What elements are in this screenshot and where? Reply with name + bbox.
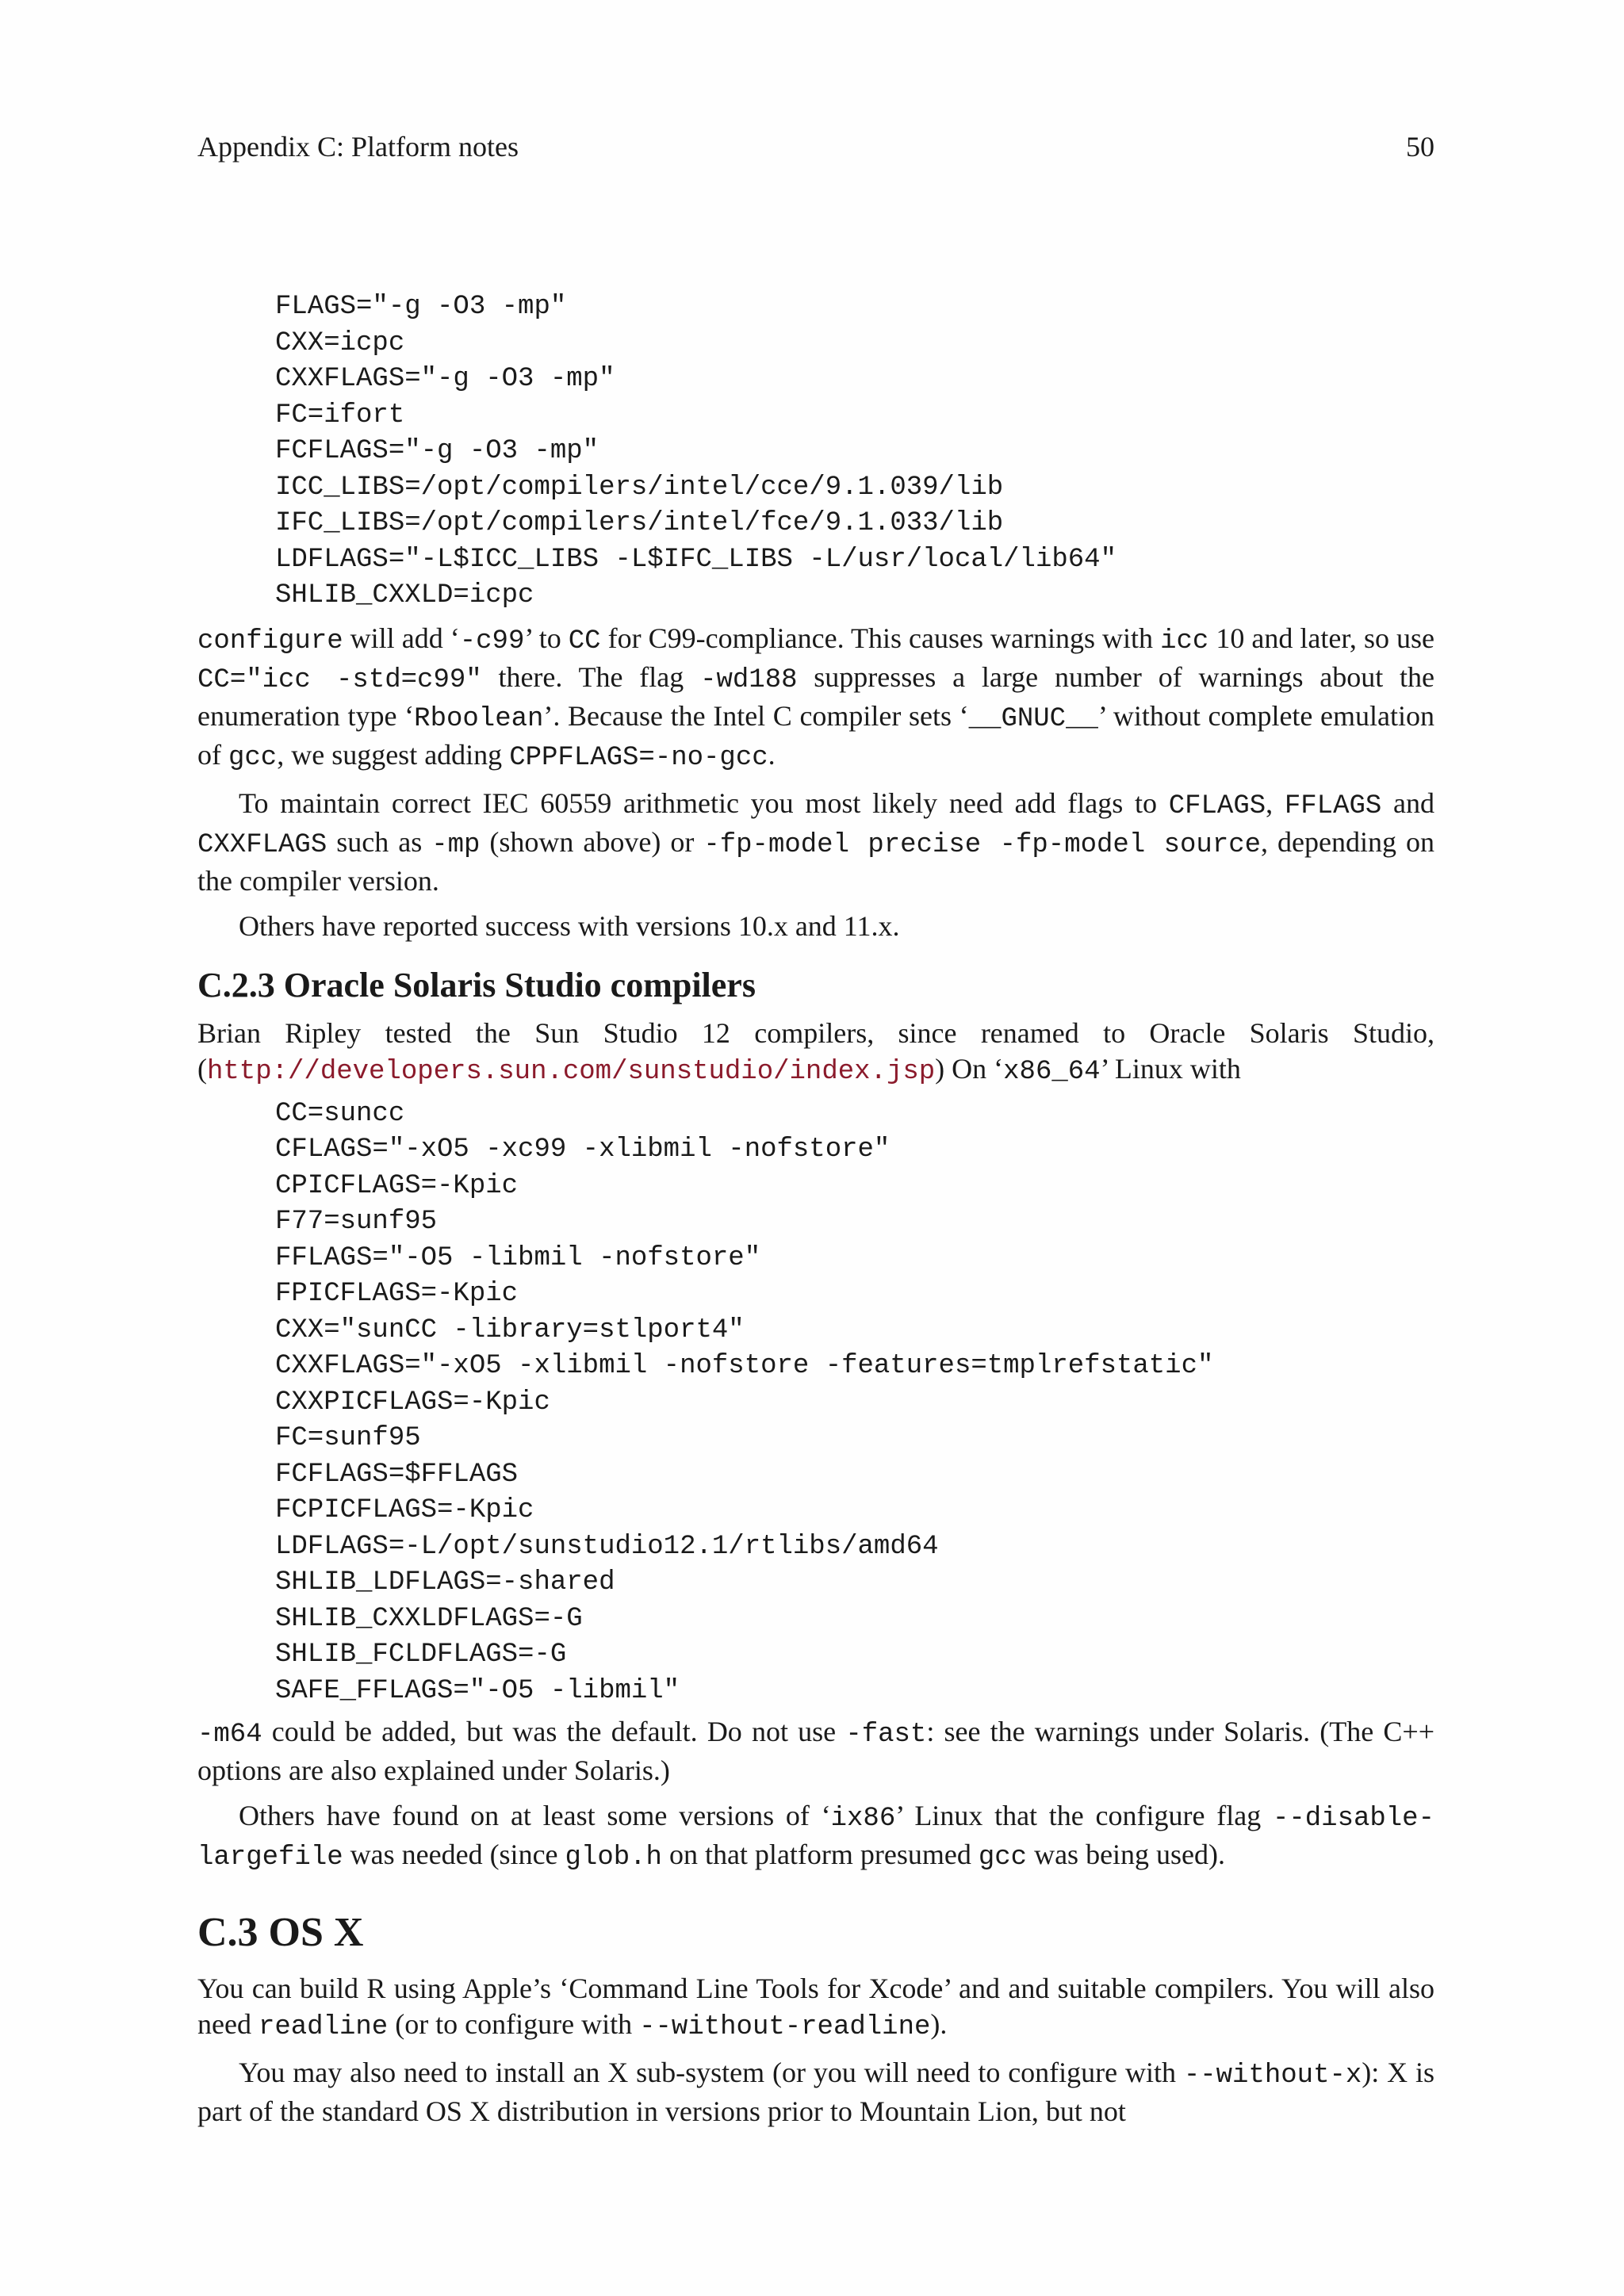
paragraph-x-subsystem <box>197 2055 1434 2130</box>
code-block-intel-flags: FLAGS="-g -O3 -mp" CXX=icpc CXXFLAGS="-g -O3 -mp" FC=ifort FCFLAGS="-g -O3 -mp" ICC_LIBS=/opt/compilers/intel/cce/9.1.039/lib IFC_LIBS=/opt/compilers/intel/fce/9.1.033/lib LDFLAGS="-L$ICC_LIBS -L$IFC_LIBS -L/usr/local/lib64" SHLIB_CXXLD=icpc <box>275 292 1116 610</box>
code-cc: CC <box>568 626 601 656</box>
text: suppresses a large number of warnings about the enumeration type ‘ <box>197 660 1435 732</box>
code-x86-64: x86_64 <box>1003 1056 1101 1087</box>
code-mp: -mp <box>431 829 481 860</box>
code-m64: -m64 <box>197 1720 262 1750</box>
code-fp-model: -fp-model precise -fp-model source <box>703 829 1262 860</box>
paragraph-others-success: Others have reported success with versions 10.x and 11.x. <box>239 909 900 942</box>
text: , we suggest adding <box>277 738 510 771</box>
text: ’ to <box>524 622 569 654</box>
code-fflags: FFLAGS <box>1284 790 1382 821</box>
code-gnuc: __GNUC__ <box>968 703 1098 734</box>
code-wd188: -wd188 <box>700 664 798 695</box>
text: (shown above) or <box>480 825 704 858</box>
text: and <box>1381 786 1434 819</box>
paragraph-configure-c99 <box>197 621 1434 776</box>
code-gcc: gcc <box>978 1843 1028 1873</box>
code-c99: -c99 <box>459 626 525 656</box>
text: ) On ‘ <box>935 1052 1004 1085</box>
text: will add ‘ <box>343 622 460 654</box>
text: (or to configure with <box>388 2008 640 2040</box>
code-glob-h: glob.h <box>565 1843 662 1873</box>
paragraph-largefile <box>197 1798 1434 1876</box>
code-ix86: ix86 <box>830 1804 896 1834</box>
code-cppflags: CPPFLAGS=-no-gcc <box>509 742 768 773</box>
code-cflags: CFLAGS <box>1168 790 1266 821</box>
text: on that platform presumed <box>661 1839 979 1870</box>
code-icc: icc <box>1160 626 1209 656</box>
text: Others have found on at least some versions of ‘ <box>239 1800 831 1831</box>
code-without-readline: --without-readline <box>639 2012 931 2042</box>
code-gcc: gcc <box>228 742 278 773</box>
section-heading-c3: C.3 OS X <box>197 1910 364 1955</box>
code-disable-largefile: --disable-largefile <box>197 1804 1434 1873</box>
text: for C99-compliance. This causes warnings with <box>600 622 1161 654</box>
page-body <box>197 289 1434 2130</box>
text: Brian Ripley tested the Sun Studio 12 compilers, since renamed to Oracle Solaris Studio, ( <box>197 1016 1434 1085</box>
paragraph-m64 <box>197 1714 1434 1789</box>
code-cc-std: CC="icc -std=c99" <box>197 664 482 695</box>
text: could be added, but was the default. Do not use <box>262 1716 846 1747</box>
text: . <box>768 738 776 771</box>
code-block-sun-flags: CC=suncc CFLAGS="-xO5 -xc99 -xlibmil -nofstore" CPICFLAGS=-Kpic F77=sunf95 FFLAGS="-O5 -libmil -nofstore" FPICFLAGS=-Kpic CXX="sunCC -library=stlport4" CXXFLAGS="-xO5 -xlibmil -nofstore -features=tmplrefstatic" CXXPICFLAGS=-Kpic FC=sunf95 FCFLAGS=$FFLAGS FCPICFLAGS=-Kpic LDFLAGS=-L/opt/sunstudio12.1/rtlibs/amd64 SHLIB_LDFLAGS=-shared SHLIB_CXXLDFLAGS=-G SHLIB_FCLDFLAGS=-G SAFE_FFLAGS="-O5 -libmil" <box>275 1098 1214 1706</box>
text: such as <box>327 825 432 858</box>
code-rboolean: Rboolean <box>414 703 544 734</box>
text: ’. Because the Intel C compiler sets ‘ <box>543 699 969 732</box>
code-cxxflags: CXXFLAGS <box>197 829 327 860</box>
text: : see the warnings under Solaris. (The C++ options are also explained under Solaris.) <box>197 1716 1434 1786</box>
header-page-number: 50 <box>1406 131 1434 163</box>
code-configure: configure <box>197 626 343 656</box>
text: ’ Linux that the configure flag <box>895 1800 1273 1831</box>
text: 10 and later, so use <box>1208 622 1434 654</box>
text: To maintain correct IEC 60559 arithmetic you most likely need add flags to <box>239 786 1169 819</box>
section-heading-c23: C.2.3 Oracle Solaris Studio compilers <box>197 965 756 1004</box>
text: ). <box>930 2008 948 2040</box>
text: You may also need to install an X sub-system (or you will need to configure with <box>239 2057 1184 2088</box>
text: ): X is part of the standard OS X distribution in versions prior to Mountain Lion, but not <box>197 2057 1434 2127</box>
code-without-x: --without-x <box>1183 2061 1362 2091</box>
text: , depending on the compiler version. <box>197 825 1434 897</box>
running-header <box>197 129 1434 166</box>
paragraph-build-r <box>197 1971 1434 2045</box>
header-chapter-title: Appendix C: Platform notes <box>197 131 519 163</box>
text: there. The flag <box>481 660 701 693</box>
code-readline: readline <box>258 2012 389 2042</box>
paragraph-sun-studio <box>197 1016 1434 1090</box>
text: , <box>1266 786 1285 819</box>
text: You can build R using Apple’s ‘Command Line Tools for Xcode’ and and suitable compilers. You will also need <box>197 1973 1434 2040</box>
paragraph-iec60559 <box>197 786 1434 899</box>
text: ’ without complete emulation of <box>197 699 1435 771</box>
sunstudio-link[interactable]: http://developers.sun.com/sunstudio/index.jsp <box>207 1056 936 1087</box>
text: ’ Linux with <box>1100 1052 1241 1085</box>
text: was being used). <box>1027 1839 1226 1870</box>
code-fast: -fast <box>845 1720 927 1750</box>
text: was needed (since <box>343 1839 565 1870</box>
